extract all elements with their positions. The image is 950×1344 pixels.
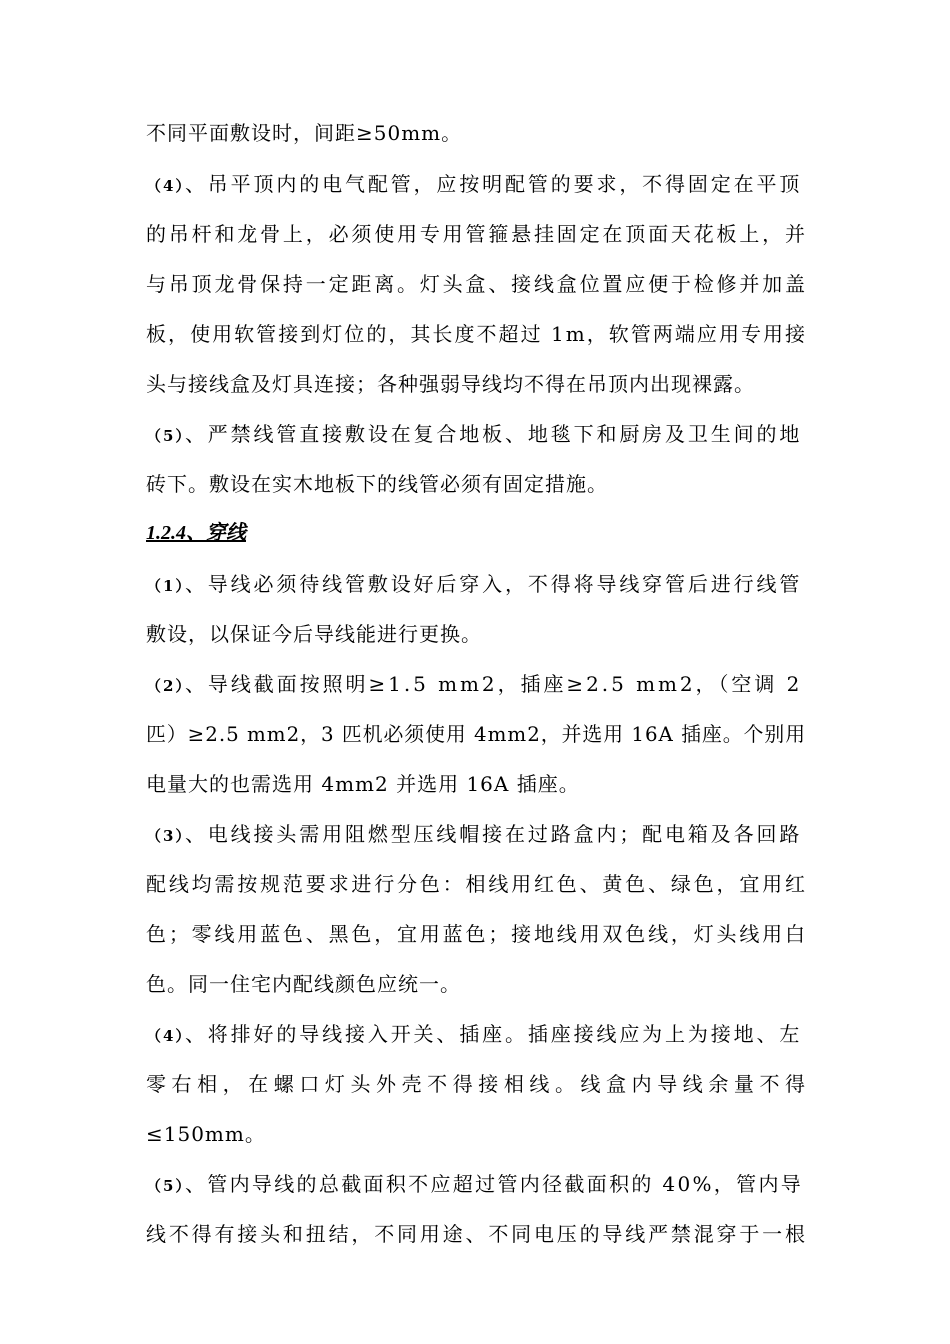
list-number: （3） — [146, 827, 185, 845]
list-number: （4） — [146, 1027, 185, 1045]
paragraph-line: 线不得有接头和扭结，不同用途、不同电压的导线严禁混穿于一根 — [146, 1222, 808, 1246]
paragraph-line: 匹）≥2.5 mm2，3 匹机必须使用 4mm2，并选用 16A 插座。个别用 — [146, 722, 807, 746]
paragraph-line: 与吊顶龙骨保持一定距离。灯头盒、接线盒位置应便于检修并加盖 — [146, 272, 808, 296]
paragraph-line: 敷设，以保证今后导线能进行更换。 — [146, 622, 482, 646]
paragraph-line: 砖下。敷设在实木地板下的线管必须有固定措施。 — [146, 472, 608, 496]
paragraph-line: （3）、电线接头需用阻燃型压线帽接在过路盒内；配电箱及各回路 — [146, 822, 803, 846]
paragraph-line: 电量大的也需选用 4mm2 并选用 16A 插座。 — [146, 772, 580, 796]
list-number: （5） — [146, 427, 185, 445]
list-number: （4） — [146, 177, 185, 195]
paragraph-line: 零右相，在螺口灯头外壳不得接相线。线盒内导线余量不得 — [146, 1072, 811, 1096]
paragraph-line: （5）、管内导线的总截面积不应超过管内径截面积的 40%，管内导 — [146, 1172, 804, 1196]
paragraph-line: 的吊杆和龙骨上，必须使用专用管箍悬挂固定在顶面天花板上，并 — [146, 222, 808, 246]
list-number: （2） — [146, 677, 185, 695]
paragraph-line: 不同平面敷设时，间距≥50mm。 — [146, 121, 463, 145]
paragraph-line: （4）、吊平顶内的电气配管，应按明配管的要求，不得固定在平顶 — [146, 172, 803, 196]
paragraph-line: （4）、将排好的导线接入开关、插座。插座接线应为上为接地、左 — [146, 1022, 803, 1046]
paragraph-line: 板，使用软管接到灯位的，其长度不超过 1m，软管两端应用专用接 — [146, 322, 808, 346]
paragraph-line: （1）、导线必须待线管敷设好后穿入，不得将导线穿管后进行线管 — [146, 572, 803, 596]
list-number: （5） — [146, 1177, 185, 1195]
paragraph-line: 配线均需按规范要求进行分色：相线用红色、黄色、绿色，宜用红 — [146, 872, 808, 896]
list-number: （1） — [146, 577, 185, 595]
section-heading: 1.2.4、穿线 — [146, 522, 246, 544]
paragraph-line: ≤150mm。 — [146, 1122, 266, 1146]
paragraph-line: 色。同一住宅内配线颜色应统一。 — [146, 972, 461, 996]
paragraph-line: 头与接线盒及灯具连接；各种强弱导线均不得在吊顶内出现裸露。 — [146, 372, 755, 396]
paragraph-line: 色；零线用蓝色、黑色，宜用蓝色；接地线用双色线，灯头线用白 — [146, 922, 808, 946]
paragraph-line: （2）、导线截面按照明≥1.5 mm2，插座≥2.5 mm2，（空调 2 — [146, 672, 803, 696]
paragraph-line: （5）、严禁线管直接敷设在复合地板、地毯下和厨房及卫生间的地 — [146, 422, 803, 446]
